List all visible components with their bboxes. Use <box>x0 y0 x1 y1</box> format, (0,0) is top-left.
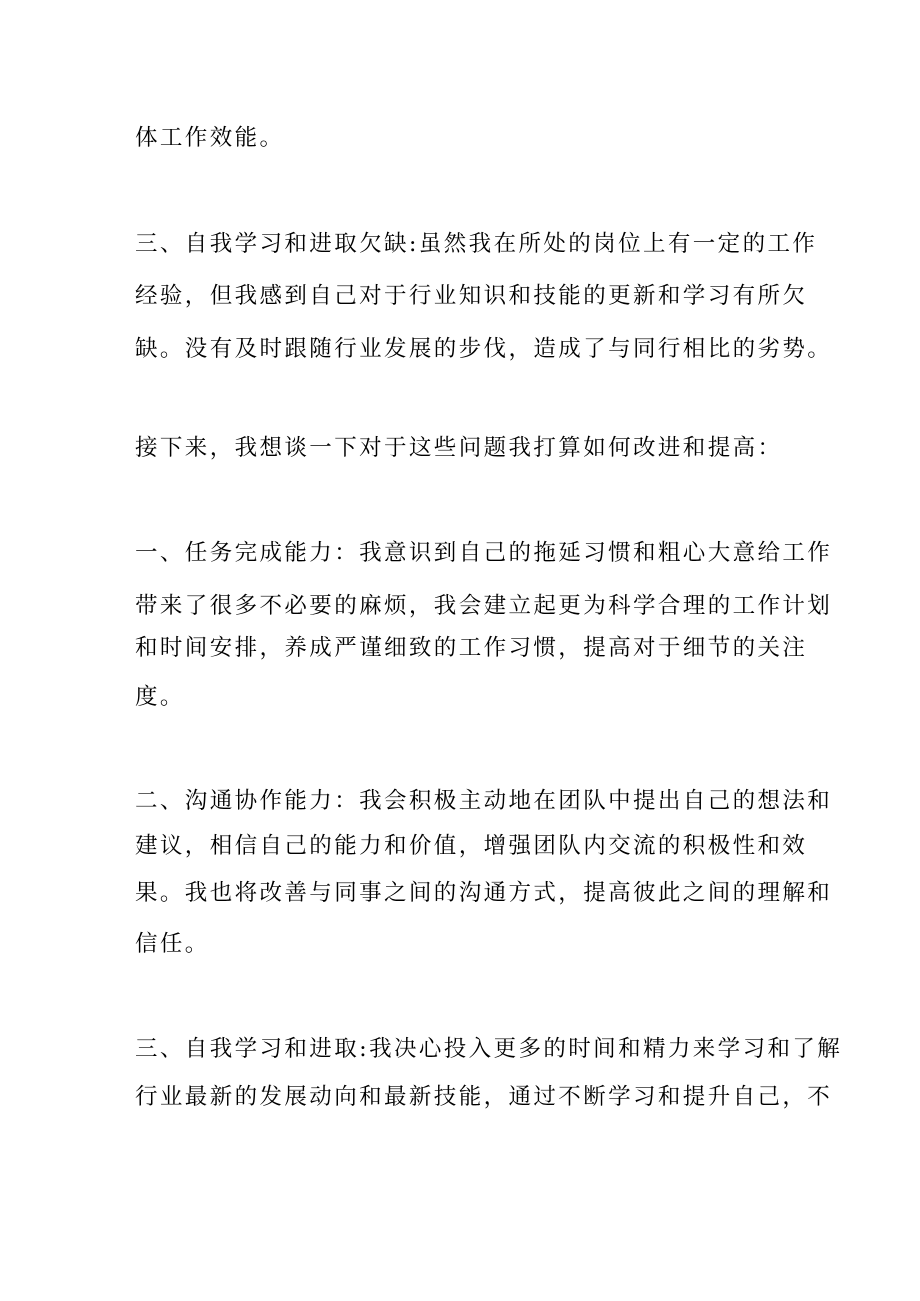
text-line: 行业最新的发展动向和最新技能，通过不断学习和提升自己，不 <box>135 1084 833 1110</box>
text-line: 三、自我学习和进取欠缺:虽然我在所处的岗位上有一定的工作 <box>135 231 818 257</box>
text-line: 体工作效能。 <box>135 125 285 151</box>
text-line: 经验，但我感到自己对于行业知识和技能的更新和学习有所欠 <box>135 283 808 309</box>
text-line: 建议，相信自己的能力和价值，增强团队内交流的积极性和效 <box>135 833 808 859</box>
text-line: 接下来，我想谈一下对于这些问题我打算如何改进和提高： <box>135 435 783 461</box>
text-line: 度。 <box>135 684 185 710</box>
text-line: 带来了很多不必要的麻烦，我会建立起更为科学合理的工作计划 <box>135 593 833 619</box>
text-line: 二、沟通协作能力：我会积极主动地在团队中提出自己的想法和 <box>135 788 833 814</box>
text-line: 缺。没有及时跟随行业发展的步伐，造成了与同行相比的劣势。 <box>135 336 833 362</box>
text-line: 果。我也将改善与同事之间的沟通方式，提高彼此之间的理解和 <box>135 880 833 906</box>
text-line: 三、自我学习和进取:我决心投入更多的时间和精力来学习和了解 <box>135 1036 843 1062</box>
text-line: 一、任务完成能力：我意识到自己的拖延习惯和粗心大意给工作 <box>135 540 833 566</box>
text-line: 和时间安排，养成严谨细致的工作习惯，提高对于细节的关注 <box>135 635 808 661</box>
text-line: 信任。 <box>135 931 210 957</box>
